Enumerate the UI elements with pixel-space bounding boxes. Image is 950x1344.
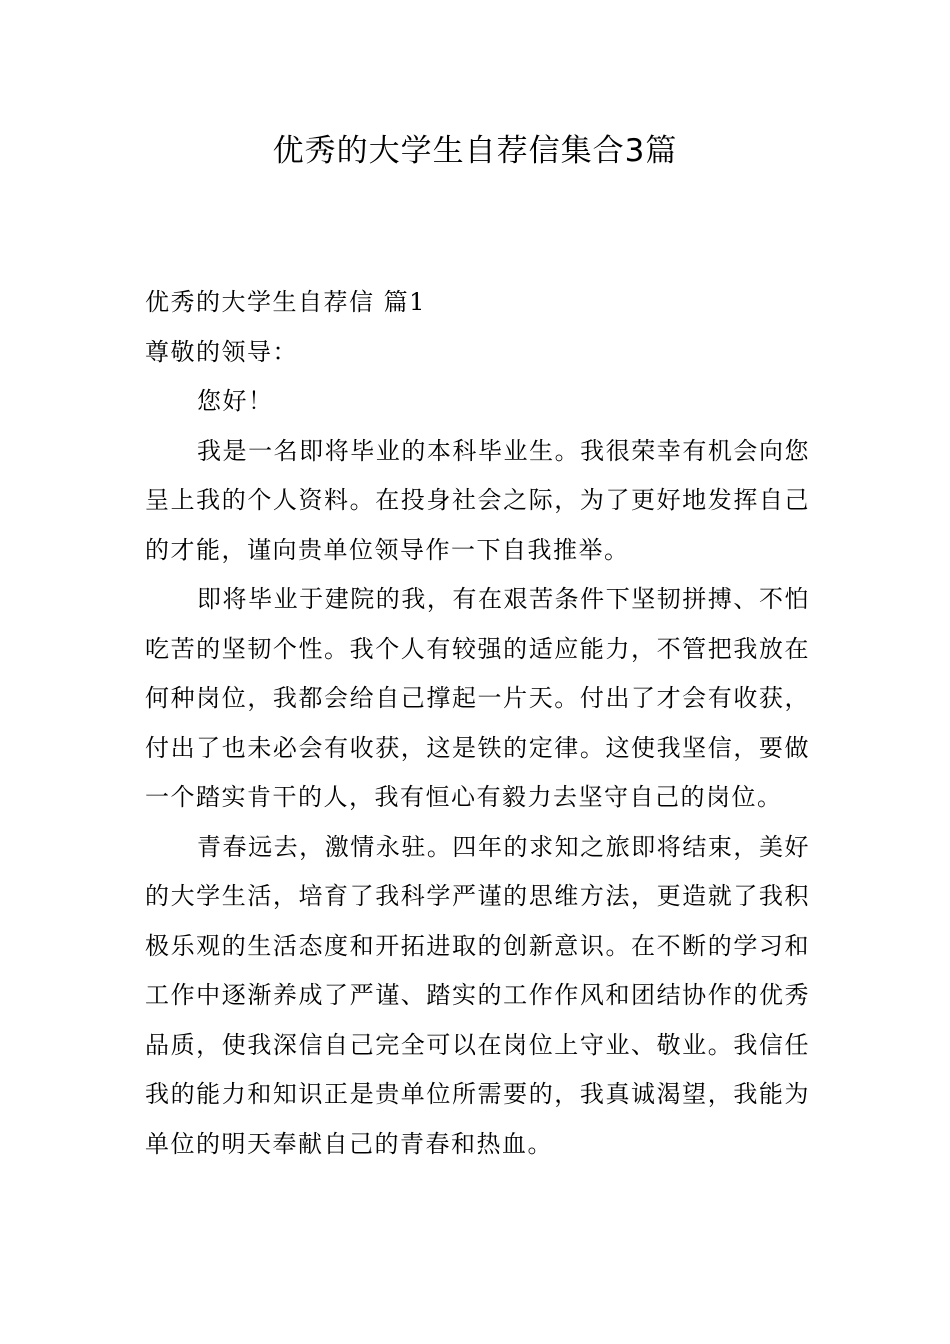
greeting: 您好！ xyxy=(197,387,274,415)
body-paragraph: 即将毕业于建院的我，有在艰苦条件下坚韧拼搏、不怕吃苦的坚韧个性。我个人有较强的适应能力，不管把我放在何种岗位，我都会给自己撑起一片天。付出了才会有收获，付出了也未必会有收获，这是铁的定律。这使我坚信，要做一个踏实肯干的人，我有恒心有毅力去坚守自己的岗位。 xyxy=(145,585,810,811)
salutation: 尊敬的领导： xyxy=(145,337,298,366)
document-body xyxy=(145,278,810,1169)
document-title: 优秀的大学生自荐信集合3篇 xyxy=(272,133,678,169)
body-paragraph: 我是一名即将毕业的本科毕业生。我很荣幸有机会向您呈上我的个人资料。在投身社会之际，为了更好地发挥自己的才能，谨向贵单位领导作一下自我推举。 xyxy=(145,436,810,564)
section-heading: 优秀的大学生自荐信 篇1 xyxy=(145,288,426,316)
body-paragraph: 青春远去，激情永驻。四年的求知之旅即将结束，美好的大学生活，培育了我科学严谨的思维方法，更造就了我积极乐观的生活态度和开拓进取的创新意识。在不断的学习和工作中逐渐养成了严谨、踏实的工作作风和团结协作的优秀品质，使我深信自己完全可以在岗位上守业、敬业。我信任我的能力和知识正是贵单位所需要的，我真诚渴望，我能为单位的明天奉献自己的青春和热血。 xyxy=(145,832,810,1158)
